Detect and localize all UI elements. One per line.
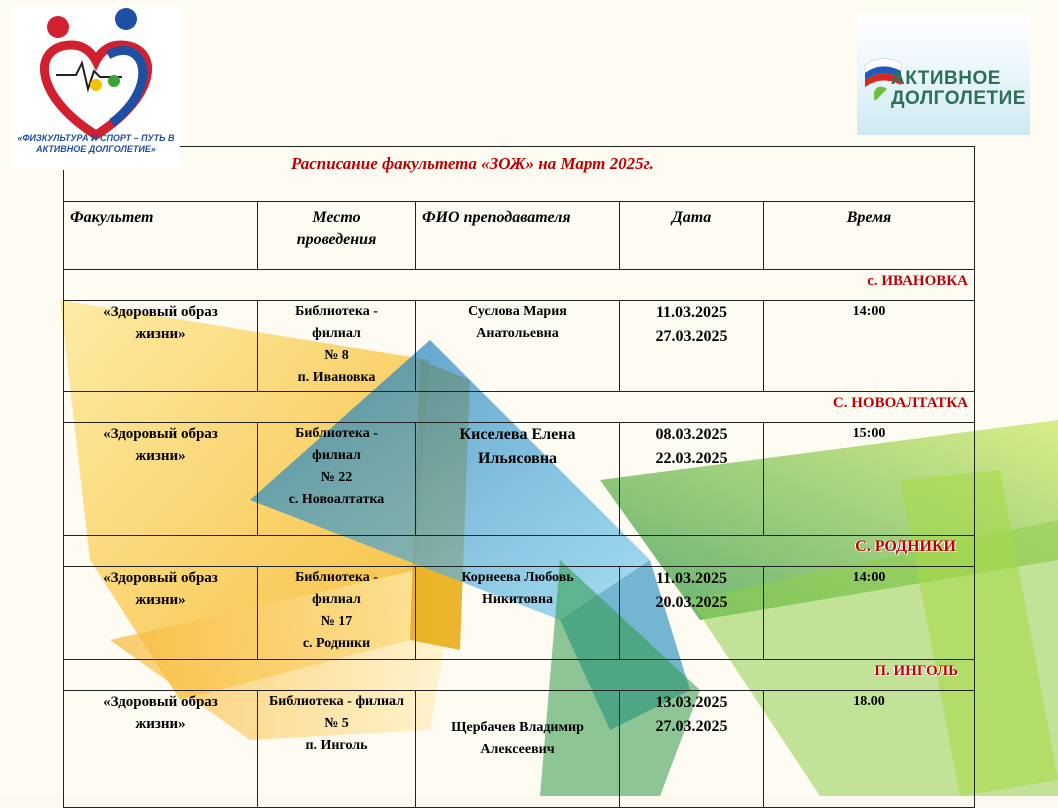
location-label: с. ИВАНОВКА bbox=[64, 270, 975, 301]
place-line: Библиотека - bbox=[295, 304, 378, 319]
date-value: 13.03.2025 bbox=[655, 694, 728, 711]
place-line: № 5 bbox=[324, 716, 349, 731]
date-value: 11.03.2025 bbox=[655, 570, 728, 587]
place-line: п. Ивановка bbox=[297, 370, 376, 385]
header-faculty: Факультет bbox=[64, 202, 258, 270]
table-row bbox=[64, 567, 975, 660]
time-cell: 14:00 bbox=[764, 567, 975, 660]
title-row bbox=[64, 147, 975, 202]
faculty-line: жизни» bbox=[135, 592, 186, 608]
teacher-line: Киселева Елена bbox=[459, 426, 576, 443]
location-label: С. НОВОАЛТАТКА bbox=[64, 392, 975, 423]
teacher-line: Анатольевна bbox=[476, 326, 559, 341]
teacher-line: Суслова Мария bbox=[468, 304, 567, 319]
header-date: Дата bbox=[620, 202, 764, 270]
place-cell bbox=[258, 301, 416, 392]
schedule-title: Расписание факультета «ЗОЖ» на Март 2025г. bbox=[64, 147, 975, 202]
location-row bbox=[64, 660, 975, 691]
date-cell bbox=[620, 423, 764, 536]
teacher-line: Щербачев Владимир bbox=[451, 720, 584, 735]
left-logo bbox=[12, 5, 180, 170]
faculty-line: «Здоровый образ bbox=[103, 570, 218, 586]
date-value: 11.03.2025 bbox=[655, 304, 728, 321]
place-line: Библиотека - bbox=[295, 426, 378, 441]
location-row bbox=[64, 392, 975, 423]
place-line: с. Родники bbox=[302, 636, 371, 651]
time-cell: 18.00 bbox=[764, 691, 975, 808]
place-cell bbox=[258, 691, 416, 808]
faculty-cell bbox=[64, 567, 258, 660]
place-line: филиал bbox=[312, 326, 361, 341]
date-cell bbox=[620, 567, 764, 660]
teacher-cell bbox=[416, 423, 620, 536]
header-time: Время bbox=[764, 202, 975, 270]
place-cell bbox=[258, 567, 416, 660]
header-place-line2: проведения bbox=[296, 231, 377, 248]
place-line: № 8 bbox=[324, 348, 349, 363]
place-line: № 22 bbox=[320, 470, 353, 485]
faculty-cell bbox=[64, 301, 258, 392]
faculty-line: жизни» bbox=[135, 448, 186, 464]
faculty-line: жизни» bbox=[135, 716, 186, 732]
faculty-line: «Здоровый образ bbox=[103, 426, 218, 442]
place-line: филиал bbox=[312, 592, 361, 607]
place-line: Библиотека - bbox=[295, 570, 378, 585]
teacher-line: Ильясовна bbox=[477, 450, 558, 467]
place-line: Библиотека - филиал bbox=[269, 694, 404, 709]
teacher-cell bbox=[416, 691, 620, 808]
faculty-cell bbox=[64, 691, 258, 808]
location-label: П. ИНГОЛЬ bbox=[64, 660, 975, 691]
date-value: 20.03.2025 bbox=[655, 594, 728, 611]
place-line: п. Инголь bbox=[305, 738, 368, 753]
place-cell bbox=[258, 423, 416, 536]
date-value: 08.03.2025 bbox=[655, 426, 728, 443]
teacher-line: Корнеева Любовь bbox=[461, 570, 574, 585]
date-cell bbox=[620, 301, 764, 392]
header-teacher: ФИО преподавателя bbox=[416, 202, 620, 270]
table-row bbox=[64, 423, 975, 536]
header-place-line1: Место bbox=[312, 209, 361, 226]
teacher-cell bbox=[416, 301, 620, 392]
date-value: 27.03.2025 bbox=[655, 328, 728, 345]
faculty-line: «Здоровый образ bbox=[103, 694, 218, 710]
location-row bbox=[64, 536, 975, 567]
faculty-line: жизни» bbox=[135, 326, 186, 342]
faculty-cell bbox=[64, 423, 258, 536]
date-value: 22.03.2025 bbox=[655, 450, 728, 467]
right-logo-line2: ДОЛГОЛЕТИЕ bbox=[891, 88, 1026, 109]
table-row bbox=[64, 301, 975, 392]
location-label: С. РОДНИКИ bbox=[64, 536, 975, 567]
place-line: с. Новоалтатка bbox=[288, 492, 385, 507]
header-place bbox=[258, 202, 416, 270]
left-logo-text: «ФИЗКУЛЬТУРА И СПОРТ – ПУТЬ В АКТИВНОЕ ДОЛГОЛЕТИЕ» bbox=[17, 133, 175, 154]
right-logo bbox=[857, 13, 1030, 135]
place-line: № 17 bbox=[320, 614, 353, 629]
location-row bbox=[64, 270, 975, 301]
faculty-line: «Здоровый образ bbox=[103, 304, 218, 320]
place-line: филиал bbox=[312, 448, 361, 463]
teacher-line: Никитовна bbox=[481, 592, 554, 607]
teacher-line: Алексеевич bbox=[480, 742, 555, 757]
time-cell: 15:00 bbox=[764, 423, 975, 536]
schedule-table bbox=[63, 146, 975, 808]
time-cell: 14:00 bbox=[764, 301, 975, 392]
right-logo-line1: АКТИВНОЕ bbox=[891, 68, 1001, 89]
header-row bbox=[64, 202, 975, 270]
teacher-cell bbox=[416, 567, 620, 660]
date-cell bbox=[620, 691, 764, 808]
table-row bbox=[64, 691, 975, 808]
date-value: 27.03.2025 bbox=[655, 718, 728, 735]
